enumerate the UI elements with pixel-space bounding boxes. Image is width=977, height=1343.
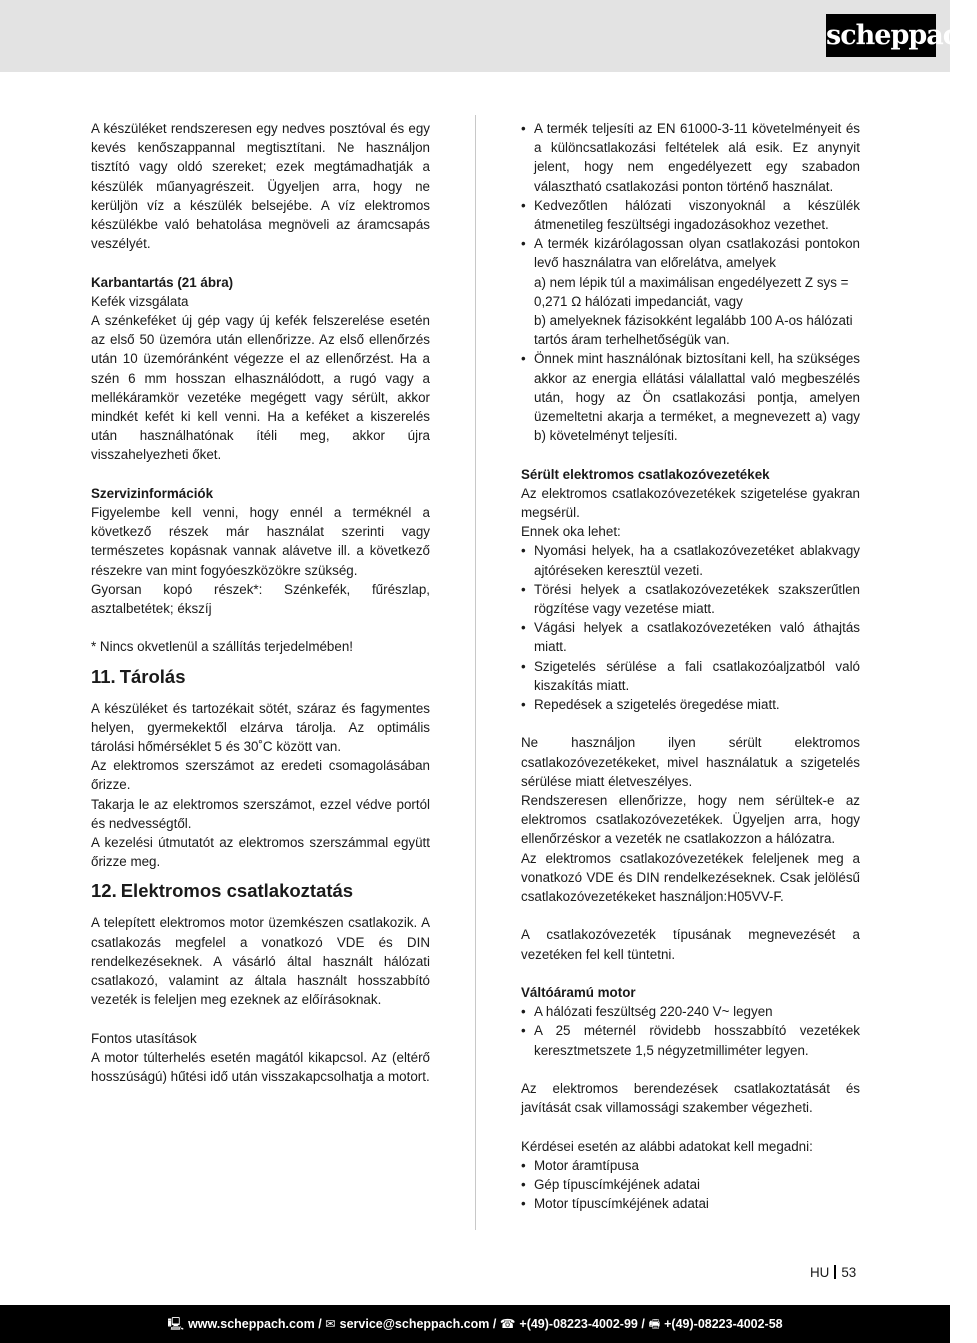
right-column: [521, 119, 860, 1213]
left-column: [91, 119, 430, 1086]
wear-parts-paragraph: Gyorsan kopó részek*: Szénkefék, fűrészlap, asztalbetétek; ékszíj: [91, 581, 430, 617]
damaged-warning-paragraph: Ne használjon ilyen sérült elektromos csatlakozóvezetékeket, mivel használatuk a szigetelés sérülése miatt életveszélyes.: [521, 735, 860, 789]
fax-number: +(49)-08223-4002-58: [664, 1317, 783, 1331]
page-number: [810, 1265, 856, 1280]
list-item: • Gép típuscímkéjének adatai: [521, 1175, 860, 1194]
storage-paragraph-2: Az elektromos szerszámot az eredeti csomagolásában őrizze.: [91, 758, 430, 793]
damaged-paragraph-1: Az elektromos csatlakozóvezetékek szigetelése gyakran megsérül.: [521, 485, 860, 521]
list-item: • A 25 méternél rövidebb hosszabbító vezetékek keresztmetszete 1,5 négyzetmilliméter legyen.: [521, 1021, 860, 1059]
website-link[interactable]: www.scheppach.com: [188, 1317, 315, 1331]
damaged-check-paragraph: Rendszeresen ellenőrizze, hogy nem sérültek-e az elektromos csatlakozóvezetékek. Ügyeljen arra, hogy ellenőrzéskor a vezeték ne csatlakozzon a hálózatra.: [521, 793, 860, 847]
brush-paragraph: A szénkeféket új gép vagy új kefék felszerelése esetén az első 50 üzemóra után ellenőrizze. Az első ellenőrzés után 10 üzemóránként végezze el az ellenőrzést. Ha a szén 6 mm hosszan elhasználódott, a rugó vagy a mellékáramkör vezetéke megégett vagy sérült, akkor mindkét kefét ki kell venni. Ha a keféket a kiszerelés után használhatónak ítéli meg, akkor újra visszahelyezheti őket.: [91, 313, 430, 463]
storage-paragraph-1: A készüléket és tartozékait sötét, száraz és fagymentes helyen, gyermekektől elzárva tárolja. Az optimális tárolási hőmérséklet 5 és 30˚C között van.: [91, 700, 430, 755]
list-item: [521, 234, 860, 349]
list-item: • Önnek mint használónak biztosítani kell, ha szükséges akkor az energia ellátási válallattal való megbeszélés után, hogy az Ön csatlakozási pontja, amelyen üzemeltetni akarja a terméket, a megnevezett a) vagy b) követelményt teljesíti.: [521, 349, 860, 445]
page-header: [0, 0, 977, 72]
list-item: • A hálózati feszültség 220-240 V~ legyen: [521, 1002, 860, 1021]
list-item: • Törési helyek a csatlakozóvezetékek szakszerűtlen rögzítése vagy vezetése miatt.: [521, 580, 860, 618]
requirements-list: [521, 119, 860, 445]
questions-paragraph: Kérdései esetén az alábbi adatokat kell megadni:: [521, 1138, 813, 1154]
footer-separator: /: [314, 1317, 326, 1331]
electrical-heading-number: 12.: [91, 880, 117, 902]
scheppach-logo: scheppach: [826, 14, 936, 57]
storage-heading-number: 11.: [91, 665, 116, 687]
list-item: • Vágási helyek a csatlakozóvezetéken való áthajtás miatt.: [521, 618, 860, 656]
requirement-b: b) amelyeknek fázisokként legalább 100 A-os hálózati tartós áram terhelhetőségük van.: [534, 313, 853, 348]
footer-separator: /: [489, 1317, 500, 1331]
list-item: • Kedvezőtlen hálózati viszonyoknál a készülék átmenetileg feszültségi ingadozásokhoz vezethet.: [521, 196, 860, 234]
phone-icon: ☎: [499, 1317, 516, 1331]
requirement-intro: A termék kizárólagossan olyan csatlakozási pontokon levő használatra van előrelátva, amelyek: [534, 236, 860, 271]
service-heading: Szervizinformációk: [91, 485, 214, 501]
page-footer: [0, 1305, 950, 1343]
column-divider: [475, 115, 476, 1230]
service-paragraph: Figyelembe kell venni, hogy ennél a terméknél a következő részek már használat szerinti vagy természetes kopásnak vannak alávetve ill. a következő részekre van mint fogyóeszközökre szükség.: [91, 505, 430, 578]
damage-causes-list: [521, 541, 860, 714]
storage-paragraph-3: Takarja le az elektromos szerszámot, ezzel védve portól és nedvességtől.: [91, 796, 430, 831]
footer-separator: /: [637, 1317, 649, 1331]
electrical-heading-title: Elektromos csatlakoztatás: [120, 880, 354, 902]
questions-list: [521, 1156, 860, 1214]
list-item: • Nyomási helyek, ha a csatlakozóvezetéket ablakvagy ajtóréseken keresztül vezeti.: [521, 541, 860, 579]
storage-heading-title: Tárolás: [119, 665, 186, 687]
email-link[interactable]: service@scheppach.com: [339, 1317, 490, 1331]
storage-heading: [91, 665, 430, 689]
storage-paragraph-4: A kezelési útmutatót az elektromos szerszámmal együtt őrizze meg.: [91, 835, 430, 870]
list-item: • Motor típuscímkéjének adatai: [521, 1194, 860, 1213]
damaged-paragraph-2: Ennek oka lehet:: [521, 524, 621, 540]
damaged-cables-heading: Sérült elektromos csatlakozóvezetékek: [521, 466, 770, 482]
fax-icon: 🖷: [648, 1317, 661, 1331]
page-number-value: 53: [841, 1265, 857, 1280]
list-item: • A termék teljesíti az EN 61000-3-11 követelményeit és a különcsatlakozási feltételek alá esik. Ez anynyit jelent, hogy nem engedélyezett egy szabadon választható csatlakozási ponton történő használat.: [521, 119, 860, 196]
mail-icon: ✉: [325, 1317, 336, 1331]
list-item: • Repedések a szigetelés öregedése miatt.: [521, 695, 860, 714]
damaged-standard-paragraph: Az elektromos csatlakozóvezetékek feleljenek meg a vonatkozó VDE és DIN rendelkezéseknek. Csak jelölésű csatlakozóvezetékeket használjon:H05VV-F.: [521, 850, 860, 905]
electrical-heading: [91, 879, 430, 903]
electrician-paragraph: Az elektromos berendezések csatlakoztatását és javítását csak villamossági szakember végezheti.: [521, 1081, 860, 1116]
ac-motor-heading: Váltóáramú motor: [521, 985, 636, 1001]
ac-motor-list: [521, 1002, 860, 1060]
computer-icon: 🖳: [167, 1317, 185, 1331]
list-item: • Motor áramtípusa: [521, 1156, 860, 1175]
requirement-a: a) nem lépik túl a maximálisan engedélyezett Z sys = 0,271 Ω hálózati impedanciát, vagy: [534, 274, 849, 309]
list-item: • Szigetelés sérülése a fali csatlakozóaljzatból való kiszakítás miatt.: [521, 657, 860, 695]
electrical-paragraph: A telepített elektromos motor üzemkészen csatlakozik. A csatlakozás megfelel a vonatkozó VDE és DIN rendelkezéseknek. A vásárló által használt hálózati csatlakozó, valamint az általa használt hosszabbító vezeték is feleljen meg ezeknek az előírásoknak.: [91, 915, 430, 1008]
important-heading: Fontos utasítások: [91, 1030, 197, 1046]
cleaning-paragraph: A készüléket rendszeresen egy nedves posztóval és egy kevés kenőszappannal megtisztítani. Ne használjon tisztító vagy oldó szereket; ezek megtámadhatják a készülék műanyagrészeit. Ügyeljen arra, hogy ne kerüljön víz a készülék belsejébe. A víz elektromos készülékbe való behatolása megnöveli az áramcsapás veszélyét.: [91, 121, 430, 252]
important-paragraph: A motor túlterhelés esetén magától kikapcsol. Az (eltérő hosszúságú) hűtési idő után visszakapcsolhatja a motort.: [91, 1049, 430, 1085]
footnote: * Nincs okvetlenül a szállítás terjedelmében!: [91, 639, 353, 655]
brush-subheading: Kefék vizsgálata: [91, 293, 189, 309]
maintenance-heading: Karbantartás (21 ábra): [91, 274, 234, 290]
page-number-separator: [834, 1265, 836, 1279]
phone-number: +(49)-08223-4002-99: [519, 1317, 638, 1331]
page-language: HU: [810, 1265, 830, 1280]
cable-type-paragraph: A csatlakozóvezeték típusának megnevezését a vezetéken fel kell tüntetni.: [521, 927, 860, 962]
